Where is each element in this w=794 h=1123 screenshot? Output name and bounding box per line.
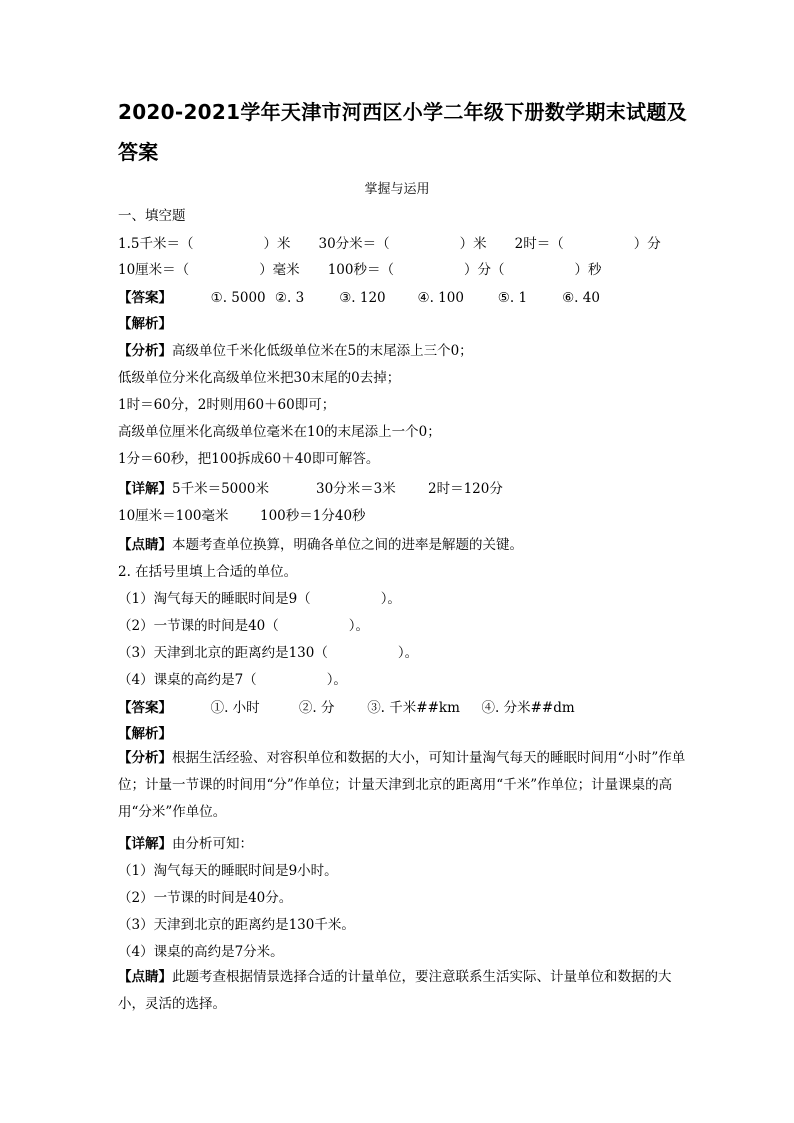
q2-detail-intro: [118, 834, 688, 854]
q1-fenxi: [118, 341, 688, 361]
q1-blank-text: ）毫米: [259, 262, 300, 278]
q1-answer-5: ⑤. 1: [497, 290, 528, 306]
q2-item: [118, 670, 688, 690]
q1-blank-text: 1.5千米＝（: [118, 236, 194, 252]
q2-item: [118, 589, 688, 609]
q1-detail-row1: [118, 479, 688, 499]
q2-item-text: ）。: [326, 672, 347, 688]
q2-item-text: ）。: [397, 645, 419, 661]
page-title: 2020-2021学年天津市河西区小学二年级下册数学期末试题及答案: [118, 100, 687, 164]
point-text: 本题考查单位换算，明确各单位之间的进率是解题的关键。: [172, 537, 523, 553]
q2-answer-4: ④. 分米##dm: [481, 700, 575, 716]
detail-item: 5千米＝5000米: [172, 481, 269, 497]
answer-tag: 【答案】: [118, 700, 172, 716]
q2-item-text: ）。: [348, 618, 370, 634]
fenxi-text: 根据生活经验、对容积单位和数据的大小，可知计量淘气每天的睡眠时间用“小时”作单位；计量一节课的时间用“分”作单位；计量天津到北京的距离用“千米”作单位；计量课桌的高用“分米”作单位。: [118, 750, 686, 820]
q2-item: [118, 643, 688, 663]
q2-answer-2: ②. 分: [298, 700, 335, 716]
q1-blank-text: ）分（: [463, 262, 505, 278]
point-text: 此题考查根据情景选择合适的计量单位，要注意联系生活实际、计量单位和数据的大小，灵活的选择。: [118, 969, 672, 1012]
detail-tag: 【详解】: [118, 836, 172, 852]
q2-item-text: （4）课桌的高约是7（: [118, 672, 257, 688]
q1-analysis-line: 1时＝60分，2时则用60＋60即可；: [118, 397, 336, 413]
q2-item-text: （2）一节课的时间是40（: [118, 618, 279, 634]
q2-item-text: （1）淘气每天的睡眠时间是9（: [118, 591, 311, 607]
q1-blank-text: ）秒: [574, 262, 602, 278]
q1-detail-row2: [118, 506, 688, 526]
q1-answer-4: ④. 100: [417, 290, 464, 306]
q2-fenxi: [118, 745, 688, 826]
detail-item: 2时＝120分: [428, 481, 503, 497]
q1-blank-text: 30分米＝（: [318, 236, 390, 252]
q1-point: [118, 535, 688, 555]
q1-blank-text: ）分: [633, 236, 661, 252]
q1-analysis-line: 高级单位厘米化高级单位毫米在10的末尾添上一个0；: [118, 424, 441, 440]
detail-intro-text: 由分析可知：: [172, 836, 253, 852]
fenxi-text: 高级单位千米化低级单位米在5的末尾添上三个0；: [172, 343, 473, 359]
q1-analysis-line: 1分＝60秒，把100拆成60＋40即可解答。: [118, 451, 380, 467]
detail-item: 10厘米＝100毫米: [118, 508, 229, 524]
q2-point: [118, 964, 688, 1018]
analysis-tag: 【解析】: [118, 316, 172, 332]
q1-blank-text: 100秒＝（: [327, 262, 394, 278]
fenxi-tag: 【分析】: [118, 750, 172, 766]
detail-tag: 【详解】: [118, 481, 172, 497]
q2-answer-1: ①. 小时: [210, 700, 260, 716]
q1-blank-text: ）米: [263, 236, 291, 252]
q2-answer-line: [118, 698, 688, 718]
q1-blank-text: 10厘米＝（: [118, 262, 190, 278]
q2-item: [118, 616, 688, 636]
q1-analysis-line: 低级单位分米化高级单位米把30末尾的0去掉；: [118, 370, 401, 386]
detail-item: 30分米＝3米: [316, 481, 396, 497]
q1-answer-6: ⑥. 40: [562, 290, 600, 306]
section-subtitle: 掌握与运用: [364, 182, 430, 197]
q1-row1: [118, 234, 688, 254]
q2-item-text: （3）天津到北京的距离约是130（: [118, 645, 328, 661]
q1-blank-text: ）米: [459, 236, 487, 252]
q1-blank-text: 2时＝（: [514, 236, 564, 252]
q1-answer-2: ②. 3: [274, 290, 305, 306]
analysis-tag: 【解析】: [118, 726, 172, 742]
q1-row2: [118, 260, 688, 280]
q1-answer-1: ①. 5000: [210, 290, 266, 306]
q2-detail-line: （2）一节课的时间是40分。: [118, 890, 293, 906]
q1-answer-3: ③. 120: [339, 290, 386, 306]
point-tag: 【点睛】: [118, 537, 172, 553]
q2-detail-line: （1）淘气每天的睡眠时间是9小时。: [118, 863, 338, 879]
q2-detail-line: （4）课桌的高约是7分米。: [118, 944, 284, 960]
detail-item: 100秒＝1分40秒: [260, 508, 366, 524]
q2-answer-3: ③. 千米##km: [367, 700, 460, 716]
q2-stem: 2. 在括号里填上合适的单位。: [118, 564, 298, 580]
q2-detail-line: （3）天津到北京的距离约是130千米。: [118, 917, 355, 933]
q1-answer-line: [118, 288, 688, 308]
point-tag: 【点睛】: [118, 969, 172, 985]
q2-item-text: ）。: [380, 591, 401, 607]
answer-tag: 【答案】: [118, 290, 172, 306]
section-heading: 一、填空题: [118, 208, 186, 224]
fenxi-tag: 【分析】: [118, 343, 172, 359]
